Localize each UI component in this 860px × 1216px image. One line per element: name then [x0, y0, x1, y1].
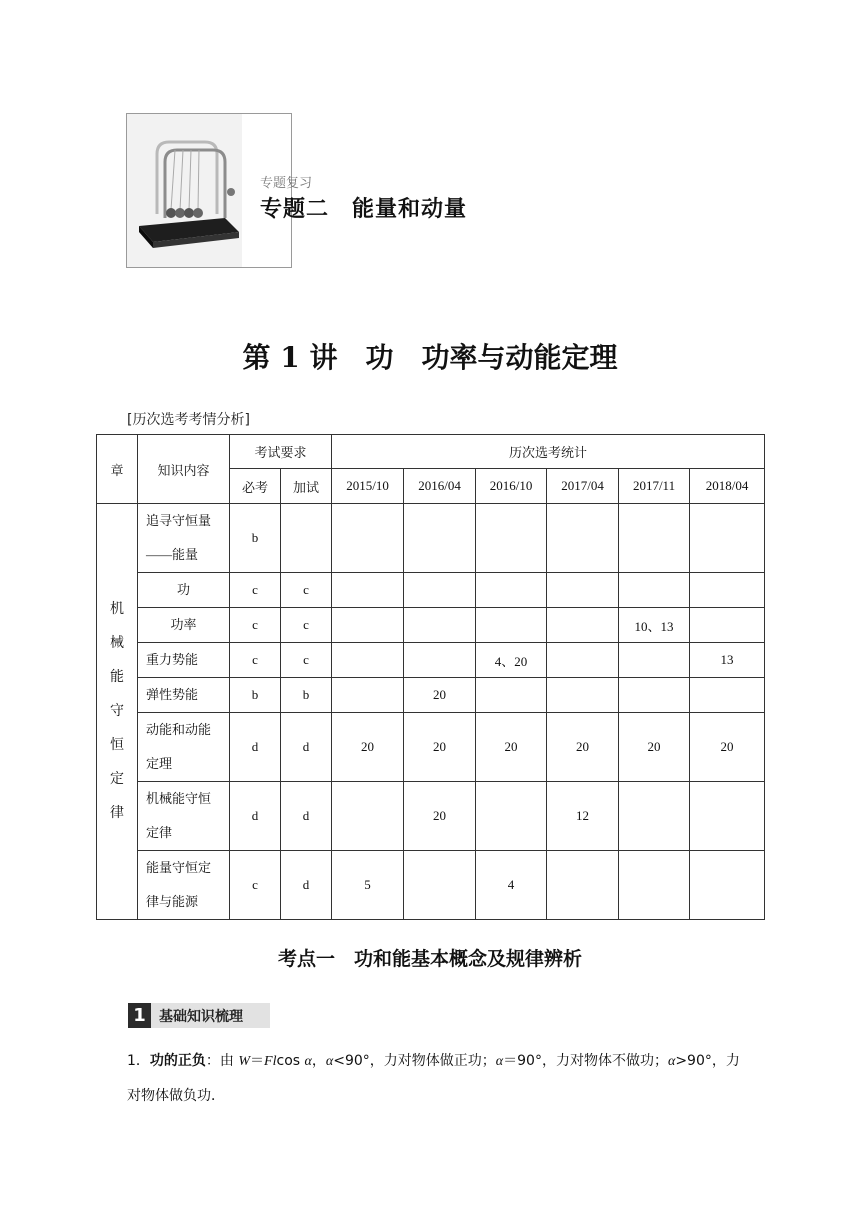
req-cell: b [230, 678, 281, 713]
para-number: 1． [127, 1053, 150, 1069]
req-cell: c [230, 643, 281, 678]
stat-cell: 5 [332, 851, 404, 920]
newtons-cradle-icon [127, 114, 242, 267]
knowledge-cell [138, 782, 230, 851]
tag-number: 1 [128, 1003, 151, 1028]
header-knowledge: 知识内容 [138, 435, 230, 504]
para-text: cos [276, 1053, 305, 1069]
chapter-name [97, 504, 138, 920]
stat-cell [547, 504, 619, 573]
header-year: 2017/04 [547, 469, 619, 504]
table-row [97, 573, 765, 608]
stat-cell [690, 851, 765, 920]
stat-cell [619, 573, 690, 608]
para-var: Fl [264, 1054, 277, 1069]
knowledge-cell [138, 713, 230, 782]
exam-stats-table [96, 434, 765, 920]
header-chapter: 章 [97, 435, 138, 504]
req-cell: c [230, 608, 281, 643]
add-cell: b [281, 678, 332, 713]
stat-cell [332, 678, 404, 713]
add-cell: c [281, 573, 332, 608]
knowledge-line: ——能量 [146, 547, 199, 562]
stat-cell [547, 643, 619, 678]
stat-cell [547, 678, 619, 713]
table-row [97, 608, 765, 643]
para-text: ， [311, 1053, 326, 1069]
header-year: 2018/04 [690, 469, 765, 504]
stat-cell: 20 [404, 782, 476, 851]
stat-cell [404, 643, 476, 678]
stat-cell [690, 573, 765, 608]
para-text: ＝ [250, 1053, 265, 1069]
stat-cell: 20 [690, 713, 765, 782]
req-cell: d [230, 713, 281, 782]
stat-cell [690, 782, 765, 851]
stat-cell [476, 504, 547, 573]
para-text: ：由 [205, 1053, 239, 1069]
section-tag [128, 1003, 270, 1028]
stat-cell [476, 782, 547, 851]
stat-cell [619, 504, 690, 573]
add-cell: c [281, 608, 332, 643]
knowledge-line: 定律 [146, 825, 173, 840]
req-cell: b [230, 504, 281, 573]
stat-cell [332, 504, 404, 573]
header-requirement: 考试要求 [230, 435, 332, 469]
stat-cell: 4 [476, 851, 547, 920]
knowledge-line: 追寻守恒量 [146, 513, 212, 528]
para-var: α [325, 1054, 334, 1069]
knowledge-cell: 功 [138, 573, 230, 608]
banner-title: 专题二 能量和动量 [260, 197, 468, 222]
add-cell: d [281, 851, 332, 920]
stat-cell [404, 504, 476, 573]
stat-cell [690, 504, 765, 573]
stat-cell: 20 [619, 713, 690, 782]
req-cell: d [230, 782, 281, 851]
knowledge-cell [138, 504, 230, 573]
stat-cell [547, 608, 619, 643]
knowledge-cell: 重力势能 [138, 643, 230, 678]
table-caption: [历次选考考情分析] [127, 412, 250, 428]
para-text: <90°，力对物体做正功； [333, 1053, 496, 1069]
para-var: α [667, 1054, 676, 1069]
stat-cell [476, 678, 547, 713]
para-var: W [238, 1054, 251, 1069]
tag-label: 基础知识梳理 [159, 1008, 243, 1025]
stat-cell: 20 [404, 678, 476, 713]
stat-cell [547, 851, 619, 920]
header-year: 2017/11 [619, 469, 690, 504]
header-required: 必考 [230, 469, 281, 504]
knowledge-cell: 弹性势能 [138, 678, 230, 713]
knowledge-cell [138, 851, 230, 920]
stat-cell: 20 [332, 713, 404, 782]
stat-cell: 20 [547, 713, 619, 782]
stat-cell [690, 678, 765, 713]
table-header-row [97, 435, 765, 469]
knowledge-line: 动能和动能 [146, 722, 212, 737]
add-cell: c [281, 643, 332, 678]
banner-subtitle: 专题复习 [260, 176, 313, 191]
knowledge-cell: 功率 [138, 608, 230, 643]
stat-cell: 13 [690, 643, 765, 678]
header-year: 2016/10 [476, 469, 547, 504]
knowledge-line: 能量守恒定 [146, 860, 212, 875]
table-row [97, 851, 765, 920]
add-cell: d [281, 782, 332, 851]
add-cell [281, 504, 332, 573]
knowledge-line: 定理 [146, 756, 173, 771]
header-year: 2016/04 [404, 469, 476, 504]
section-heading: 考点一 功和能基本概念及规律辨析 [277, 948, 582, 970]
header-additional: 加试 [281, 469, 332, 504]
stat-cell [619, 643, 690, 678]
stat-cell: 10、13 [619, 608, 690, 643]
stat-cell: 20 [476, 713, 547, 782]
lecture-title: 第 1 讲 功 功率与动能定理 [242, 341, 618, 374]
para-text: ＝90°，力对物体不做功； [503, 1053, 668, 1069]
table-row [97, 782, 765, 851]
table-row [97, 713, 765, 782]
stat-cell [476, 573, 547, 608]
req-cell: c [230, 573, 281, 608]
para-text: >90°，力对物体做负功． [127, 1053, 740, 1104]
stat-cell [619, 678, 690, 713]
stat-cell [404, 573, 476, 608]
table-row [97, 678, 765, 713]
stat-cell [332, 782, 404, 851]
stat-cell [332, 608, 404, 643]
para-var: α [304, 1054, 312, 1069]
stat-cell [404, 608, 476, 643]
stat-cell: 20 [404, 713, 476, 782]
stat-cell [332, 643, 404, 678]
stat-cell: 4、20 [476, 643, 547, 678]
para-bold: 功的正负 [149, 1053, 206, 1069]
stat-cell [690, 608, 765, 643]
table-row [97, 504, 765, 573]
table-row [97, 643, 765, 678]
knowledge-line: 机械能守恒 [146, 791, 212, 806]
add-cell: d [281, 713, 332, 782]
stat-cell [404, 851, 476, 920]
header-stats: 历次选考统计 [332, 435, 765, 469]
para-var: α [495, 1054, 504, 1069]
stat-cell [547, 573, 619, 608]
stat-cell [332, 573, 404, 608]
stat-cell [476, 608, 547, 643]
stat-cell [619, 782, 690, 851]
stat-cell: 12 [547, 782, 619, 851]
req-cell: c [230, 851, 281, 920]
stat-cell [619, 851, 690, 920]
knowledge-line: 律与能源 [146, 894, 199, 909]
chapter-name-text: 机械能守恒定律 [110, 601, 124, 821]
newtons-cradle-image [127, 114, 242, 267]
paragraph-work-sign [127, 1044, 747, 1113]
header-year: 2015/10 [332, 469, 404, 504]
